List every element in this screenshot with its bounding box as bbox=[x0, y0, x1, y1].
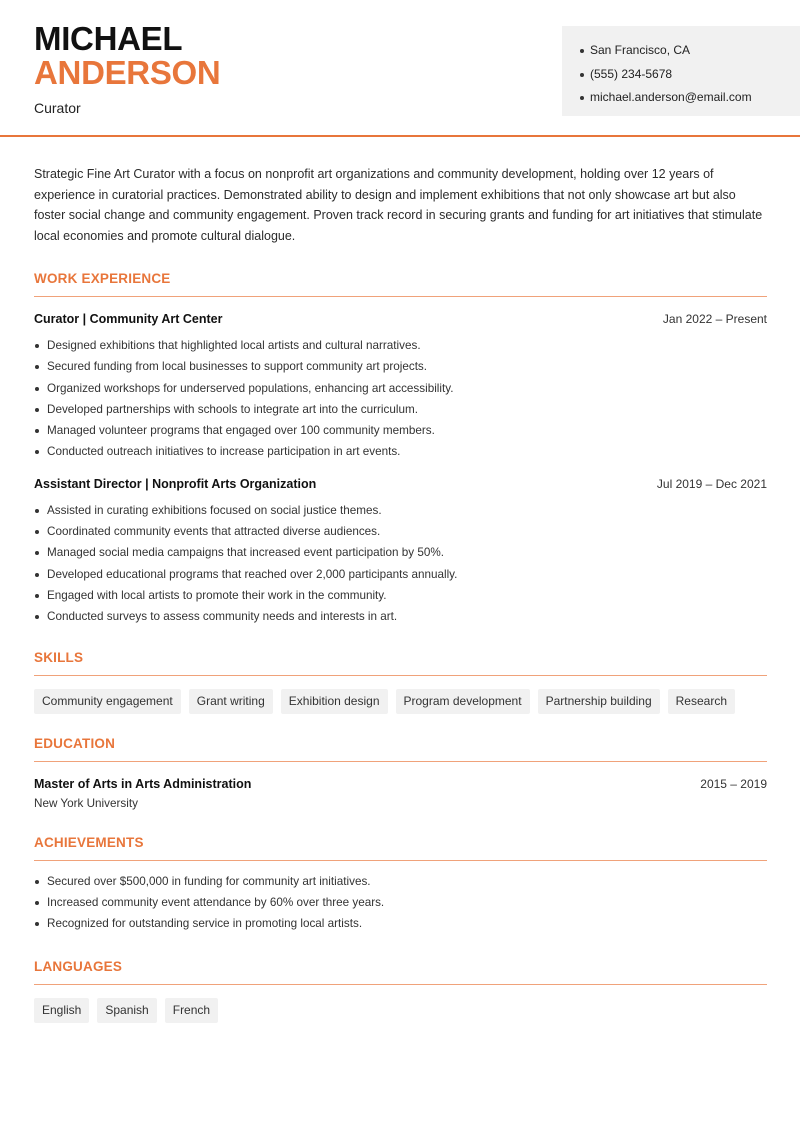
skills-tags bbox=[34, 689, 767, 714]
last-name: ANDERSON bbox=[34, 54, 221, 91]
section-title-experience: WORK EXPERIENCE bbox=[34, 271, 767, 297]
list-item: Designed exhibitions that highlighted local artists and cultural narratives. bbox=[34, 335, 767, 356]
work-experience-section bbox=[34, 271, 767, 628]
contact-box bbox=[562, 26, 800, 116]
list-item: Secured over $500,000 in funding for community art initiatives. bbox=[34, 871, 767, 892]
achievements-section bbox=[34, 835, 767, 935]
languages-section bbox=[34, 959, 767, 1023]
skill-tag: Community engagement bbox=[34, 689, 181, 714]
skill-tag: Partnership building bbox=[538, 689, 660, 714]
job-entry bbox=[34, 477, 767, 628]
education-dates: 2015 – 2019 bbox=[700, 776, 767, 791]
list-item: Organized workshops for underserved populations, enhancing art accessibility. bbox=[34, 378, 767, 399]
achievement-list bbox=[34, 871, 767, 935]
job-dates: Jan 2022 – Present bbox=[662, 312, 767, 326]
contact-email: michael.anderson@email.com bbox=[580, 86, 800, 110]
list-item: Assisted in curating exhibitions focused on social justice themes. bbox=[34, 500, 767, 521]
section-title-languages: LANGUAGES bbox=[34, 959, 767, 985]
contact-phone: (555) 234-5678 bbox=[580, 63, 800, 87]
job-bullets bbox=[34, 500, 767, 628]
contact-location: San Francisco, CA bbox=[580, 39, 800, 63]
list-item: Recognized for outstanding service in promoting local artists. bbox=[34, 913, 767, 934]
skill-tag: Program development bbox=[396, 689, 530, 714]
resume-header bbox=[0, 0, 800, 137]
section-title-achievements: ACHIEVEMENTS bbox=[34, 835, 767, 861]
list-item: Increased community event attendance by 60% over three years. bbox=[34, 892, 767, 913]
job-dates: Jul 2019 – Dec 2021 bbox=[656, 476, 767, 491]
degree: Master of Arts in Arts Administration bbox=[34, 776, 252, 791]
resume-body bbox=[34, 164, 767, 1023]
summary: Strategic Fine Art Curator with a focus on nonprofit art organizations and community development, holding over 12 years of experience in curatorial practices. Demonstrated ability to design and implement exhibitions that not only showcase art but also foster social change and community engagement. Proven track record in securing grants and funding for art initiatives that stimulate local economies and promote cultural dialogue. bbox=[34, 167, 763, 243]
list-item: Engaged with local artists to promote their work in the community. bbox=[34, 585, 767, 606]
list-item: Conducted surveys to assess community needs and interests in art. bbox=[34, 606, 767, 627]
language-tag: English bbox=[34, 998, 89, 1023]
job-title: Curator | Community Art Center bbox=[34, 312, 223, 326]
skill-tag: Research bbox=[668, 689, 735, 714]
education-entry bbox=[34, 777, 767, 810]
language-tags bbox=[34, 998, 767, 1023]
job-title: Assistant Director | Nonprofit Arts Organization bbox=[34, 476, 317, 491]
education-section bbox=[34, 736, 767, 810]
language-tag: French bbox=[165, 998, 218, 1023]
language-tag: Spanish bbox=[97, 998, 156, 1023]
section-title-education: EDUCATION bbox=[34, 736, 767, 762]
job-role: Curator bbox=[34, 100, 81, 116]
job-entry bbox=[34, 312, 767, 463]
list-item: Developed educational programs that reached over 2,000 participants annually. bbox=[34, 564, 767, 585]
skill-tag: Exhibition design bbox=[281, 689, 388, 714]
list-item: Managed social media campaigns that increased event participation by 50%. bbox=[34, 542, 767, 563]
job-bullets bbox=[34, 335, 767, 463]
list-item: Secured funding from local businesses to support community art projects. bbox=[34, 356, 767, 377]
list-item: Conducted outreach initiatives to increase participation in art events. bbox=[34, 441, 767, 462]
first-name: MICHAEL bbox=[34, 20, 183, 57]
list-item: Managed volunteer programs that engaged over 100 community members. bbox=[34, 420, 767, 441]
skill-tag: Grant writing bbox=[189, 689, 273, 714]
skills-section bbox=[34, 650, 767, 714]
section-title-skills: SKILLS bbox=[34, 650, 767, 676]
list-item: Coordinated community events that attracted diverse audiences. bbox=[34, 521, 767, 542]
list-item: Developed partnerships with schools to integrate art into the curriculum. bbox=[34, 399, 767, 420]
school-name: New York University bbox=[34, 796, 138, 810]
candidate-name bbox=[34, 22, 220, 90]
